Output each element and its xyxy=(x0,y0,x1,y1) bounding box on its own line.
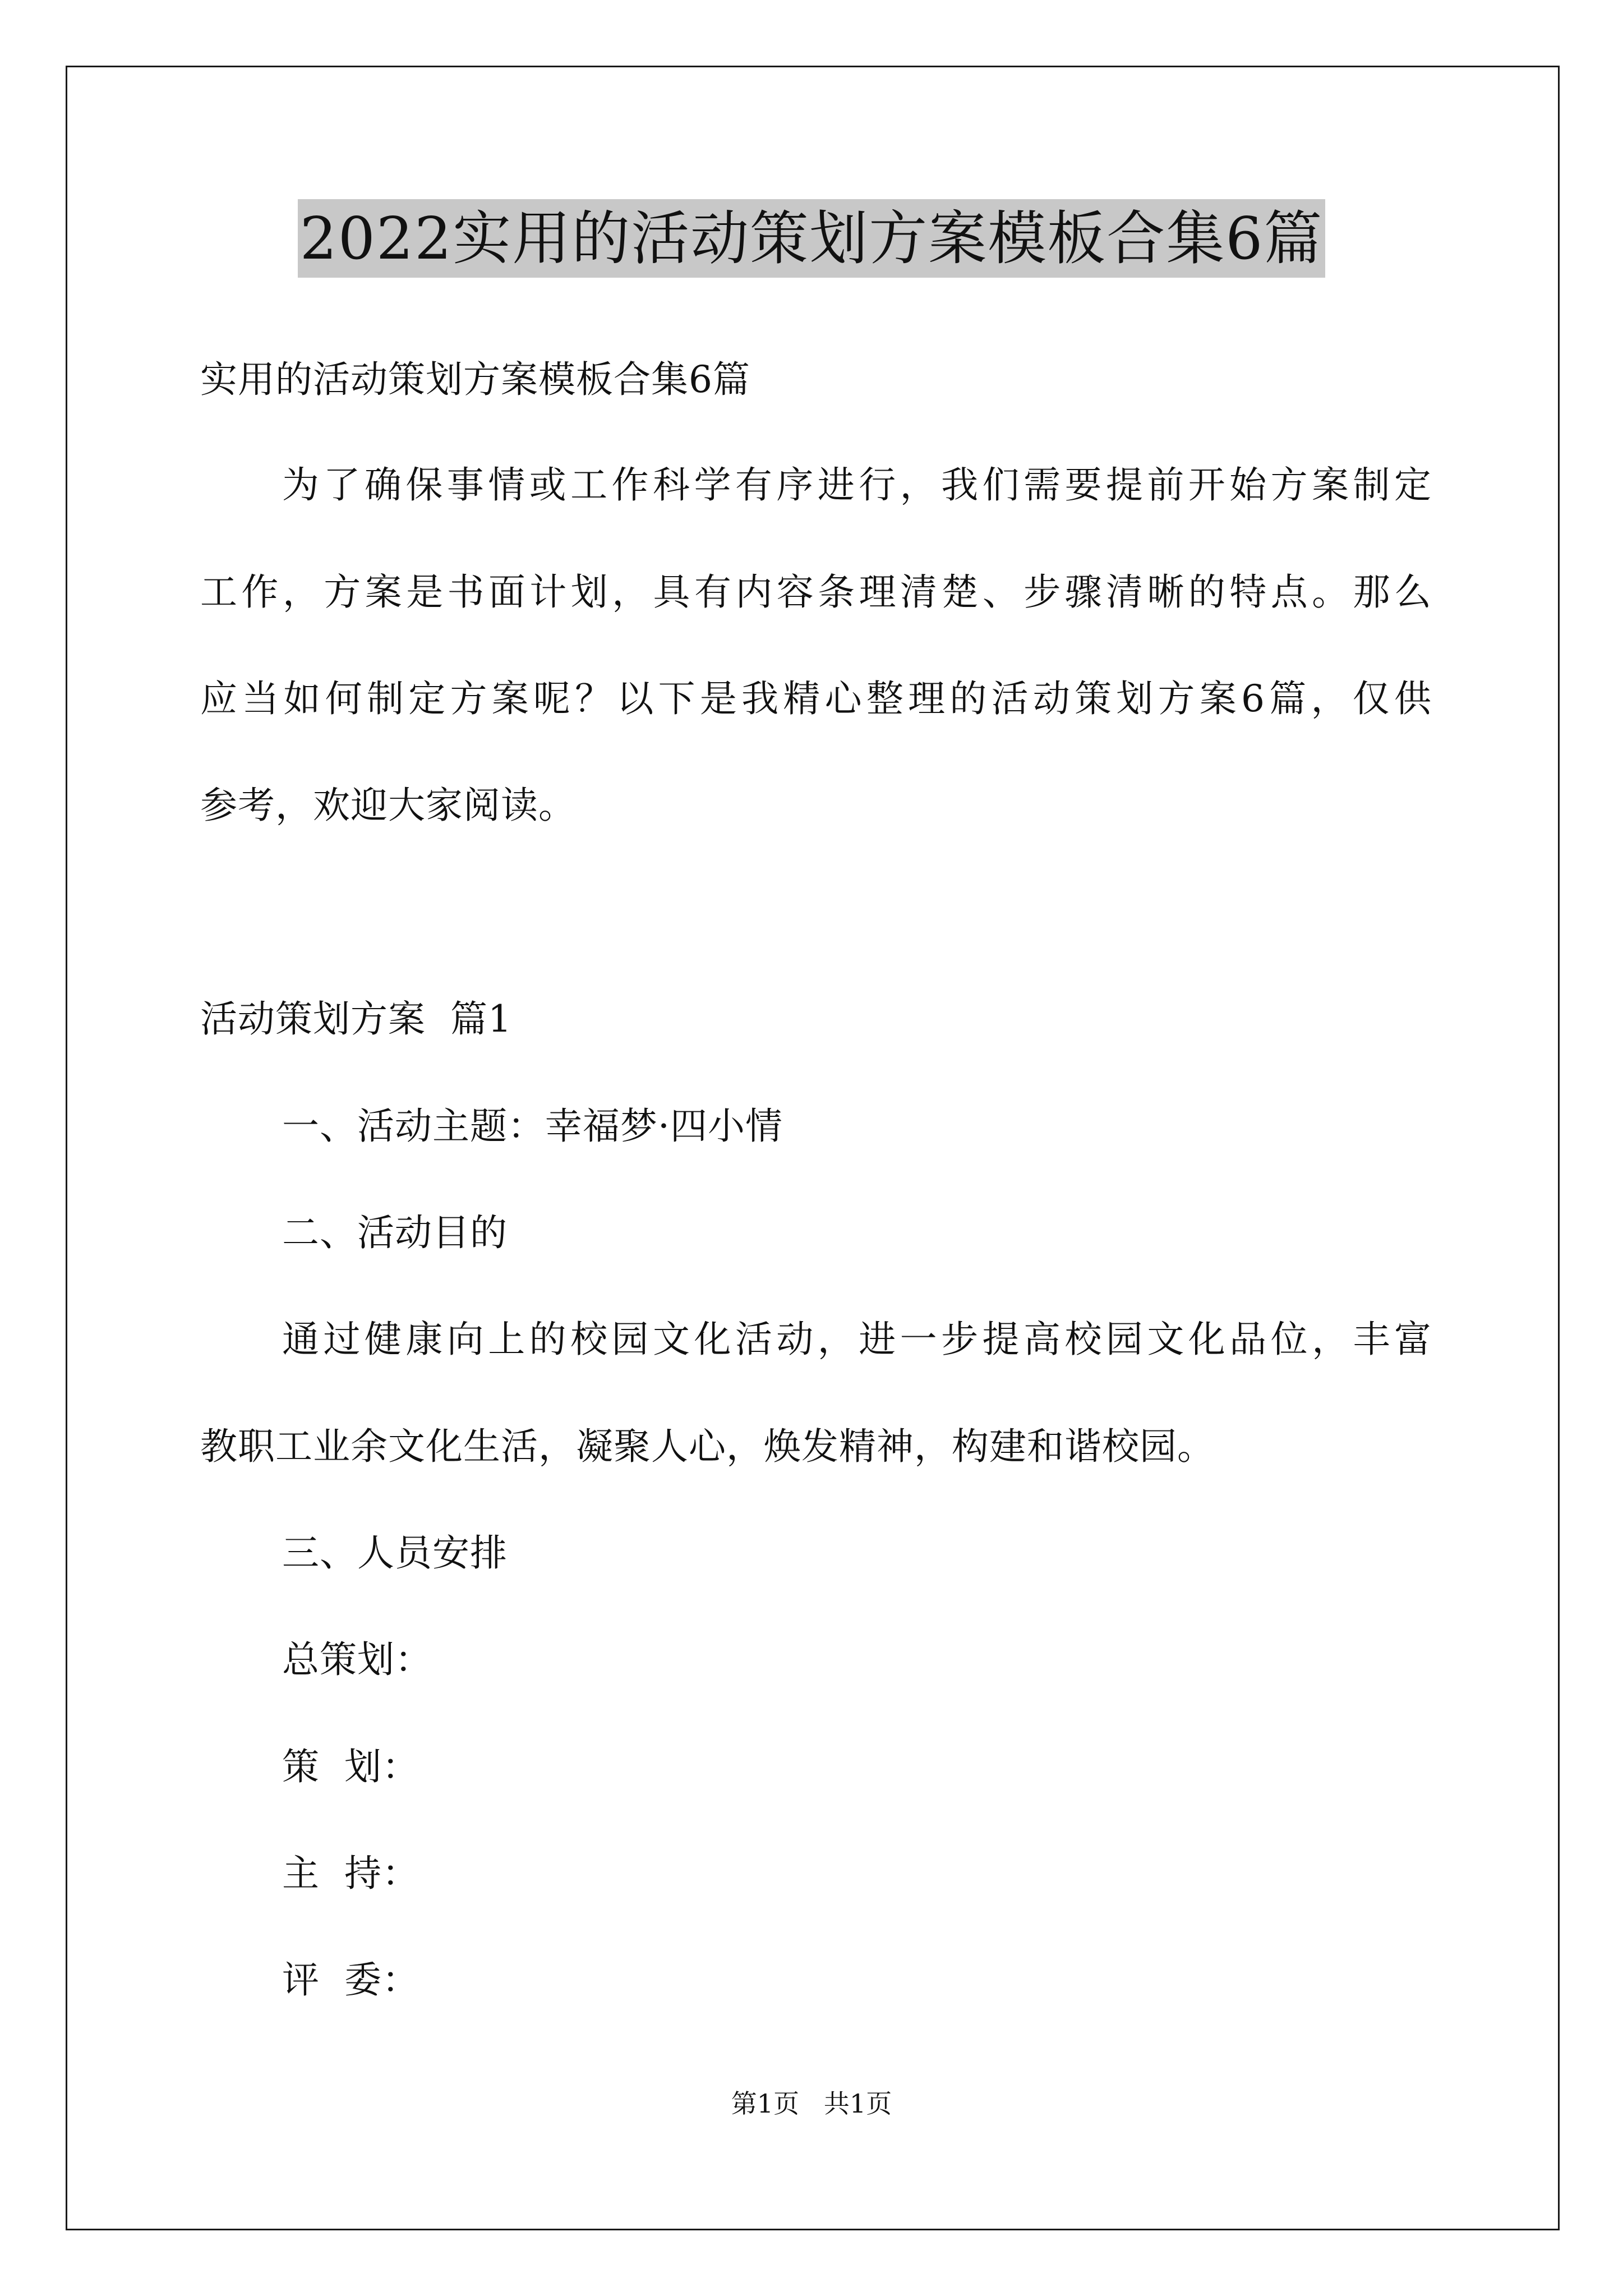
intro-line-3: 应当如何制定方案呢？以下是我精心整理的活动策划方案6篇，仅供 xyxy=(200,677,1432,720)
title-block xyxy=(0,199,1623,278)
role-judges: 评 委： xyxy=(282,1958,419,2001)
role-chief-planner: 总策划： xyxy=(282,1638,432,1681)
purpose-line-2: 教职工业余文化生活，凝聚人心，焕发精神，构建和谐校园。 xyxy=(200,1425,1215,1468)
document-subtitle: 实用的活动策划方案模板合集6篇 xyxy=(200,358,750,401)
intro-line-4: 参考，欢迎大家阅读。 xyxy=(200,784,576,827)
intro-line-1: 为了确保事情或工作科学有序进行，我们需要提前开始方案制定 xyxy=(282,463,1432,507)
item-theme: 一、活动主题：幸福梦·四小情 xyxy=(282,1105,783,1148)
purpose-line-1: 通过健康向上的校园文化活动，进一步提高校园文化品位，丰富 xyxy=(282,1318,1432,1361)
document-title: 2022实用的活动策划方案模板合集6篇 xyxy=(298,199,1326,278)
item-staff: 三、人员安排 xyxy=(282,1531,508,1575)
section-heading: 活动策划方案 篇1 xyxy=(200,997,512,1041)
role-planner: 策 划： xyxy=(282,1745,419,1788)
item-purpose: 二、活动目的 xyxy=(282,1211,508,1254)
intro-line-2: 工作，方案是书面计划，具有内容条理清楚、步骤清晰的特点。那么 xyxy=(200,570,1432,614)
role-host: 主 持： xyxy=(282,1852,419,1895)
page-number-footer: 第1页 共1页 xyxy=(731,2088,892,2119)
